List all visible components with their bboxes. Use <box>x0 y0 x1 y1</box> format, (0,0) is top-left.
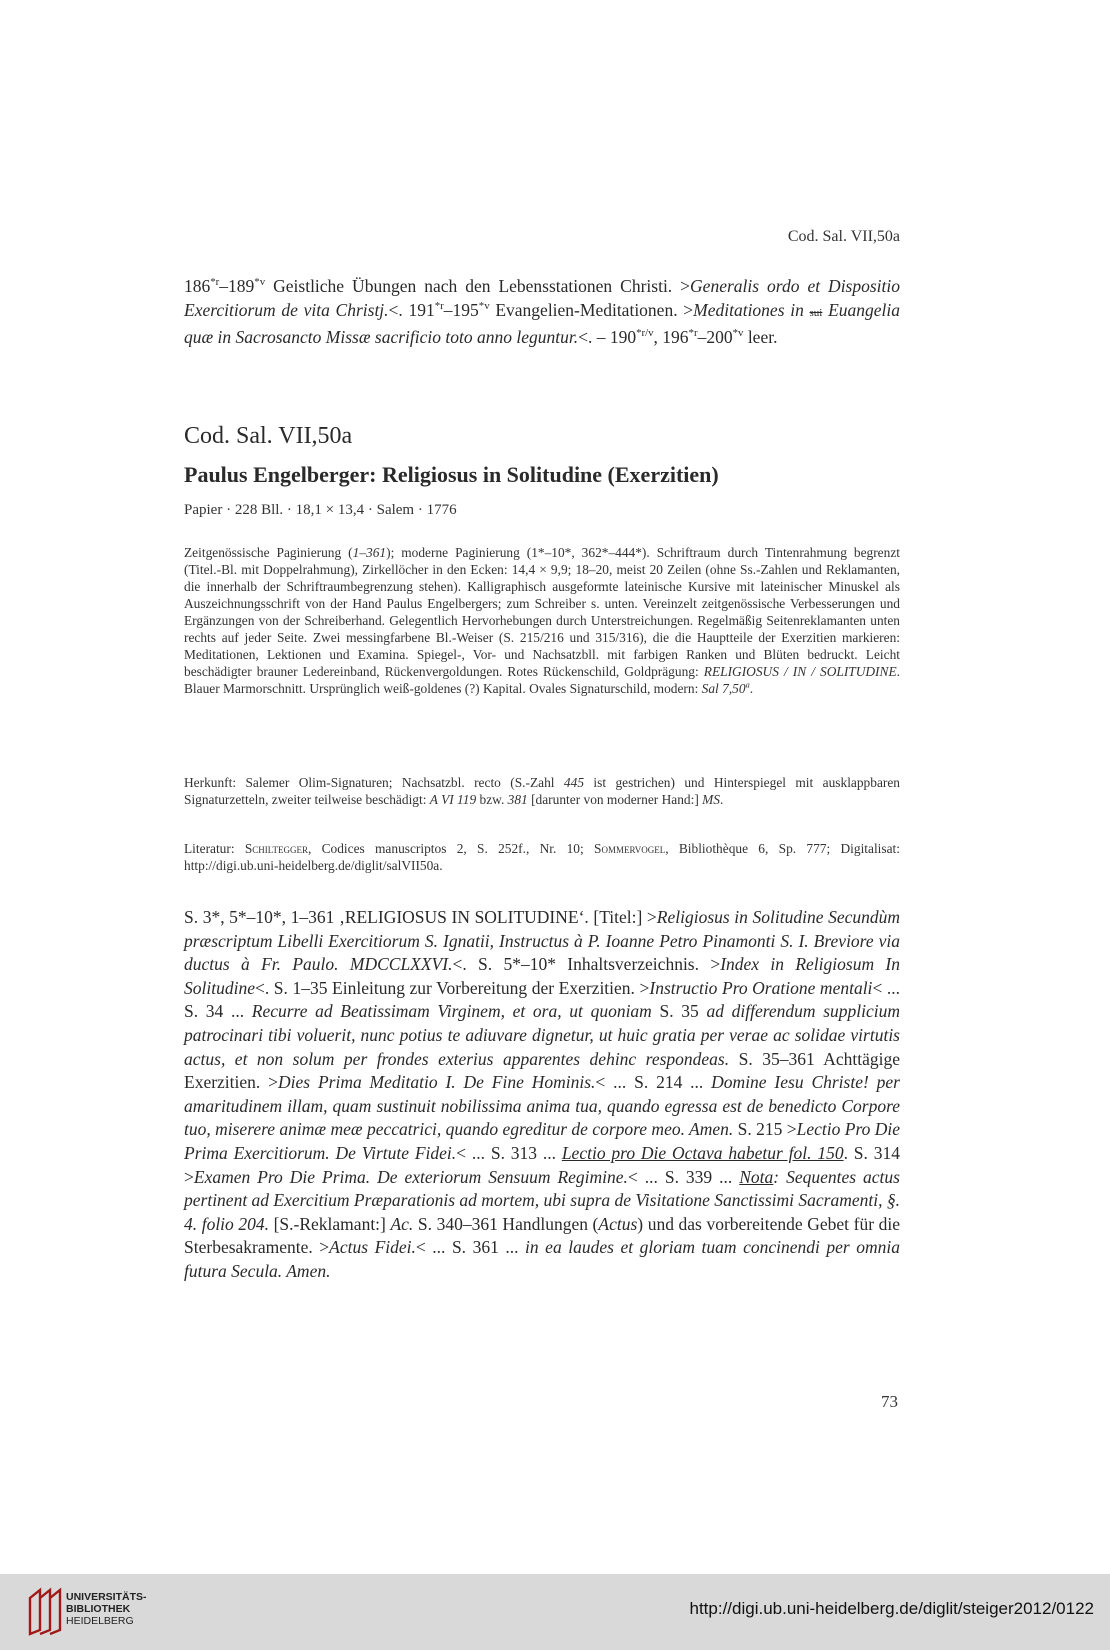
entry-meta: Papier · 228 Bll. · 18,1 × 13,4 · Salem · 1776 <box>184 502 457 518</box>
literature-paragraph: Literatur: Schiltegger, Codices manuscriptos 2, S. 252f., Nr. 10; Sommervogel, Bibliothèque 6, Sp. 777; Digitalisat: http://digi.ub.uni-heidelberg.de/diglit/salVII50a. <box>184 841 900 873</box>
continuation-paragraph: 186$^{*r}$–189$^{*v}$ Geistliche Übungen nach den Lebensstationen Christi. >Generalis ordo et Dispositio Exercitiorum de vita Christj.<. 191$^{*r}$–195$^{*v}$ Evangelien-Meditationen. >Meditationes in sui Euangelia quæ in Sacrosancto Missæ sacrificio toto anno leguntur.<. – $190^{*r/v}$, 196$^{*r}$–200$^{*v}$ leer. <box>184 276 901 347</box>
library-logo-icon <box>26 1584 66 1636</box>
page-number: 73 <box>881 1392 898 1411</box>
entry-title: Paulus Engelberger: Religiosus in Solitudine (Exerzitien) <box>184 462 719 487</box>
entry-signature: Cod. Sal. VII,50a <box>184 423 353 449</box>
viewer-footer <box>0 1574 1110 1650</box>
provenance-paragraph: Herkunft: Salemer Olim-Signaturen; Nachsatzbl. recto (S.-Zahl 445 ist gestrichen) und Hinterspiegel mit ausklappbaren Signaturzetteln, zweiter teilweise beschädigt: A VI 119 bzw. 381 [darunter von moderner Hand:] MS. <box>184 775 900 807</box>
library-logo-text: UNIVERSITÄTS- BIBLIOTHEK HEIDELBERG <box>66 1591 147 1627</box>
content-paragraph: S. 3*, 5*–10*, 1–361 ‚RELIGIOSUS IN SOLITUDINE‘. [Titel:] >Religiosus in Solitudine Secundùm præscriptum Libelli Exercitiorum S. Ignatii, Instructus à P. Ioanne Petro Pinamonti S. I. Breviore via ductus à Fr. Paulo. MDCCLXXVI.<. S. 5*–10* Inhaltsverzeichnis. >Index in Religiosum In Solitudine<. S. 1–35 Einleitung zur Vorbereitung der Exerzitien. >Instructio Pro Oratione mentali< ... S. 34 ... Recurre ad Beatissimam Virginem, et ora, ut quoniam S. 35 ad differendum supplicium patrocinari tibi voluerit, nunc potius te adiuvare dignetur, ut huic gratia per verae ac solidae virtutis actus, et non solum per frondes exterius apparentes dehinc respondeas. S. 35–361 Achttägige Exerzitien. >Dies Prima Meditatio I. De Fine Hominis.< ... S. 214 ... Domine Iesu Christe! per amaritudinem illam, quam sustinuit nobilissima anima tua, quando egressa est de benedicto Corpore tuo, miserere animæ meæ peccatrici, quando egreditur de corpore meo. Amen. S. 215 >Lectio Pro Die Prima Exercitiorum. De Virtute Fidei.< ... S. 313 ... Lectio pro Die Octava habetur fol. 150. S. 314 >Examen Pro Die Prima. De exteriorum Sensuum Regimine.< ... S. 339 ... Nota: Sequentes actus pertinent ad Exercitium Præparationis ad mortem, ubi supra de Visitatione Sanctissimi Sacramenti, §. 4. folio 204. [S.-Reklamant:] Ac. S. 340–361 Handlungen (Actus) und das vorbereitende Gebet für die Sterbesakramente. >Actus Fidei.< ... S. 361 ... in ea laudes et gloriam tuam concinendi per omnia futura Secula. Amen. <box>184 907 901 1281</box>
description-paragraph: Zeitgenössische Paginierung (1–361); moderne Paginierung (1*–10*, 362*–444*). Schriftraum durch Tintenrahmung begrenzt (Titel.-Bl. mit Doppelrahmung), Zirkellöcher in den Ecken: 14,4 × 9,9; 18–20, meist 20 Zeilen (ohne Ss.-Zahlen und Reklamanten, die innerhalb der Schriftraumbegrenzung stehen). Kalligraphisch ausgeformte lateinische Kursive mit lateinischer Minuskel als Auszeichnungsschrift von der Hand Paulus Engelbergers; zum Schreiber s. unten. Vereinzelt zeitgenössische Verbesserungen und Ergänzungen von der Schreiberhand. Gelegentlich Hervorhebungen durch Unterstreichungen. Regelmäßig Seitenreklamanten unten rechts auf jeder Seite. Zwei messingfarbene Bl.-Weiser (S. 215/216 und 315/316), die die Hauptteile der Exerzitien markieren: Meditationen, Lektionen und Examina. Spiegel-, Vor- und Nachsatzbll. mit farbigen Ranken und Blüten bedruckt. Leicht beschädigter brauner Ledereinband, Rückenvergoldungen. Rotes Rückenschild, Goldprägung: RELIGIOSUS / IN / SOLITUDINE. Blauer Marmorschnitt. Ursprünglich weiß-goldenes (?) Kapital. Ovales Signaturschild, modern: Sal 7,50$^a$. <box>184 545 900 696</box>
page-url[interactable]: http://digi.ub.uni-heidelberg.de/diglit/steiger2012/0122 <box>689 1599 1094 1618</box>
running-head: Cod. Sal. VII,50a <box>787 228 900 245</box>
